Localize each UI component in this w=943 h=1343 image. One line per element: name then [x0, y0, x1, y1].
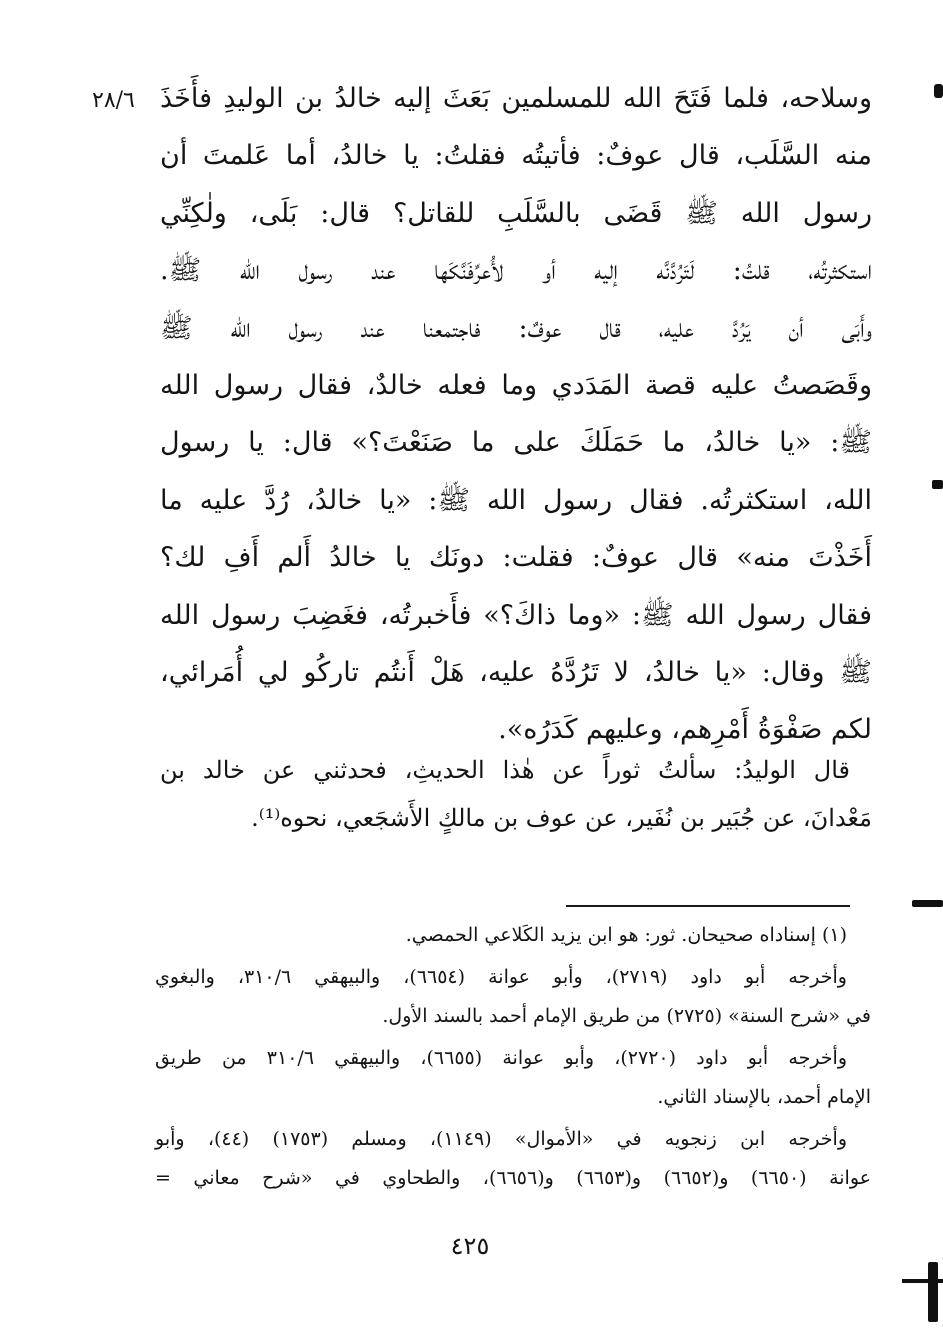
footnotes-section [155, 916, 871, 1198]
scan-edge-mark [928, 1262, 938, 1322]
text-line: ﷺ وقال: «يا خالدُ، لا تَرُدَّهُ عليه، هَلْ أَنتُم تاركُو لي أُمَرائي، [160, 656, 872, 688]
footnote-line: وأخرجه ابن زنجويه في «الأموال» (١١٤٩)، ومسلم (١٧٥٣) (٤٤)، وأبو [155, 1128, 847, 1150]
footnote-line: عوانة (٦٦٥٠) و(٦٦٥٢) و(٦٦٥٣) و(٦٦٥٦)، والطحاوي في «شرح معاني = [155, 1167, 871, 1189]
main-hadith-paragraph [160, 70, 872, 759]
text-line: وسلاحه، فلما فَتَحَ الله للمسلمين بَعَثَ إليه خالدُ بن الوليدِ فأَخَذَ [160, 83, 872, 114]
text-line: ﷺ: «يا خالدُ، ما حَمَلَكَ على ما صَنَعْتَ؟» قال: يا رسول [160, 427, 872, 459]
text-line: قال الوليدُ: سألتُ ثوراً عن هٰذا الحديثِ، فحدثني عن خالد بن [160, 756, 850, 784]
text-line: استكثرتُه، قلتُ: لَتَرُدَّنَّه إليه أو لأُعرِّفَنَّكَها عند رسول الله ﷺ. [160, 255, 872, 287]
footnote-line: في «شرح السنة» (٢٧٢٥) من طريق الإمام أحمد بالسند الأول. [382, 1005, 871, 1027]
text-line: الله، استكثرتُه. فقال رسول الله ﷺ: «يا خالدُ، رُدَّ عليه ما [160, 484, 872, 516]
footnote-divider [566, 905, 850, 907]
scan-edge-mark [932, 480, 943, 489]
text-line: أَخَذْتَ منه» قال عوفٌ: فقلت: دونَك يا خالدُ أَلم أَفِ لك؟ [160, 542, 872, 574]
text-line: فقال رسول الله ﷺ: «وما ذاكَ؟» فأَخبرتُه، فغَضِبَ رسول الله [160, 599, 872, 631]
page-number: ٤٢٥ [450, 1232, 490, 1260]
text-line: مَعْدانَ، عن جُبَير بن نُفَير، عن عوف بن مالكٍ الأَشجَعي، نحوه⁽¹⁾. [251, 804, 872, 832]
text-line: لكم صَفْوَةُ أَمْرِهم، وعليهم كَدَرُه». [498, 714, 872, 746]
text-line: رسول الله ﷺ قَضَى بالسَّلَبِ للقاتل؟ قال: بَلَى، ولٰكِنِّي [160, 197, 872, 229]
text-line: وأَبَى أن يَرُدَّ عليه، قال عوفٌ: فاجتمعنا عند رسول الله ﷺ [160, 312, 872, 344]
footnote-line: وأخرجه أبو داود (٢٧٢٠)، وأبو عوانة (٦٦٥٥)، والبيهقي ٣١٠/٦ من طريق [155, 1047, 848, 1069]
footnote-line: وأخرجه أبو داود (٢٧١٩)، وأبو عوانة (٦٦٥٤)، والبيهقي ٣١٠/٦، والبغوي [155, 966, 847, 988]
narrator-note-paragraph [160, 746, 872, 842]
footnote-line: الإمام أحمد، بالإسناد الثاني. [657, 1086, 871, 1108]
text-line: وقَصَصتُ عليه قصة المَدَدي وما فعله خالدٌ، فقال رسول الله [160, 369, 872, 401]
footnote-line: (١) إسناداه صحيحان. ثور: هو ابن يزيد الكَلاعي الحمصي. [405, 924, 847, 946]
margin-volume-page-reference: ٢٨/٦ [92, 88, 135, 113]
text-line: منه السَّلَب، قال عوفٌ: فأتيتُه فقلتُ: يا خالدُ، أما عَلمتَ أن [160, 140, 872, 172]
scan-edge-mark [934, 84, 943, 98]
scan-edge-mark [912, 900, 943, 907]
